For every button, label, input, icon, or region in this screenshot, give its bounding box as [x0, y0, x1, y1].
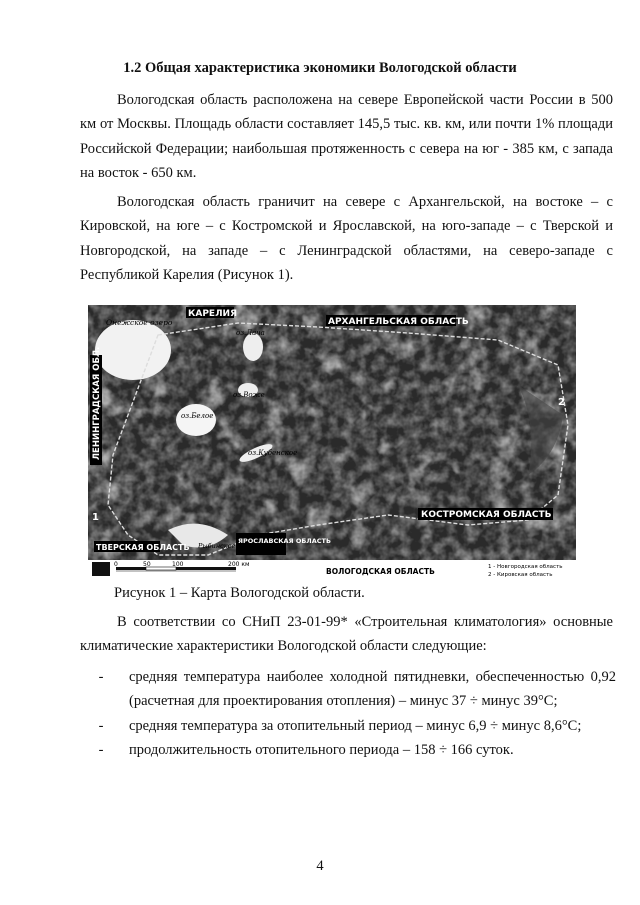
label-leningrad: ЛЕНИНГРАДСКАЯ ОБЛ.: [92, 346, 102, 460]
label-lacha: оз.Лача: [236, 329, 265, 337]
page-number: 4: [316, 858, 324, 874]
paragraph-climate: В соответствии со СНиП 23-01-99* «Строительная климатология» основные климатические характеристики Вологодской области следующие:: [80, 614, 613, 655]
label-karelia: КАРЕЛИЯ: [188, 309, 238, 319]
lacha-lake-shape: [243, 333, 263, 361]
list-dash: -: [98, 669, 104, 685]
scale-tick-50: 50: [143, 561, 151, 568]
label-beloe: оз.Белое: [181, 412, 214, 420]
label-arkhangelsk: АРХАНГЕЛЬСКАЯ ОБЛАСТЬ: [328, 317, 469, 327]
paragraph-borders: Вологодская область граничит на севере с Архангельской, на востоке – с Кировской, на юге – с Костромской и Ярославской, на юго-западе – с Тверской и Новгородской, на западе – с Ленинградской областями, на северо-западе с Республикой Карелия (Рисунок 1).: [80, 194, 613, 284]
label-kubenskoe: оз.Кубенское: [248, 449, 298, 457]
section-heading: 1.2 Общая характеристика экономики Вологодской области: [123, 60, 517, 76]
label-tver: ТВЕРСКАЯ ОБЛАСТЬ: [96, 543, 190, 552]
label-vozhe: оз.Воже: [233, 391, 265, 399]
label-yaroslavl: ЯРОСЛАВСКАЯ ОБЛАСТЬ: [238, 537, 331, 545]
beloe-lake-shape: [176, 404, 216, 436]
region-map-graphic: [88, 305, 576, 580]
label-rybinsk: Рыбинское вдхр.: [198, 542, 256, 550]
label-kostroma: КОСТРОМСКАЯ ОБЛАСТЬ: [421, 510, 552, 520]
list-item: - средняя температура за отопительный период – минус 6,9 ÷ минус 8,6°С;: [86, 714, 616, 738]
region-map: [88, 305, 576, 580]
legend-item-2: 2 - Кировская область: [488, 572, 553, 578]
scale-tick-0: 0: [114, 561, 118, 568]
list-dash: -: [98, 717, 104, 734]
label-onega: Онежское озеро: [106, 318, 173, 327]
climate-list: [86, 665, 616, 763]
map-region-title: ВОЛОГОДСКАЯ ОБЛАСТЬ: [326, 567, 435, 576]
onega-lake-shape: [95, 320, 171, 380]
legend-item-1: 1 - Новгородская область: [488, 564, 563, 570]
scale-tick-100: 100: [172, 561, 184, 568]
list-item: - продолжительность отопительного периода – 158 ÷ 166 суток.: [86, 738, 616, 762]
list-dash: -: [98, 742, 104, 759]
marker-2: 2: [558, 397, 565, 408]
scale-tick-200: 200 км: [228, 561, 250, 568]
paragraph-location: Вологодская область расположена на севере Европейской части России в 500 км от Москвы. Площадь области составляет 145,5 тыс. кв. км, или почти 1% площади Российской Федерации; наибольшая протяженность с севера на юг - 385 км, с запада на восток - 650 км.: [80, 92, 613, 182]
marker-1: 1: [92, 512, 99, 523]
figure-caption: Рисунок 1 – Карта Вологодской области.: [114, 585, 365, 601]
list-item: - средняя температура наиболее холодной пятидневки, обеспеченностью 0,92 (расчетная для проектирования отопления) – минус 37 ÷ минус 39°С;: [86, 665, 616, 714]
